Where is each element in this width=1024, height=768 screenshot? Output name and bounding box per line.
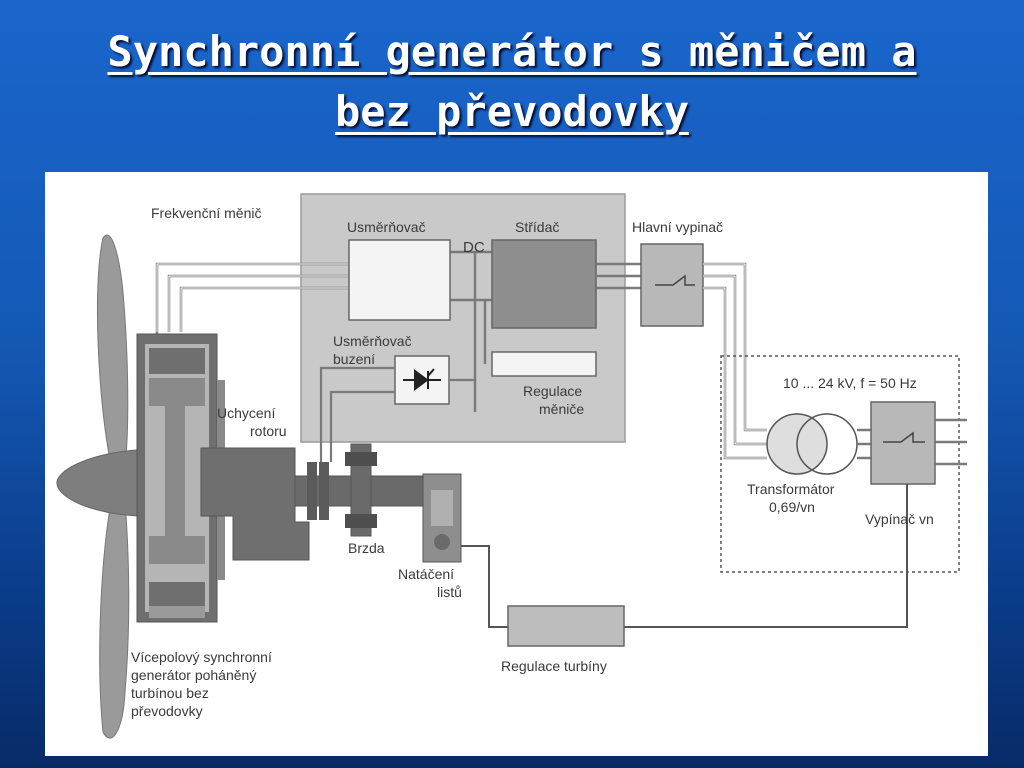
label-generator-3: turbínou bez	[131, 685, 209, 701]
slide-title	[0, 22, 1024, 142]
slip-ring-1	[307, 462, 317, 520]
brake-caliper-top	[345, 452, 377, 466]
label-dc: DC	[463, 239, 485, 256]
label-rotor-mount-2: rotoru	[250, 423, 287, 439]
label-transformer-1: Transformátor	[747, 481, 835, 497]
label-grid-spec: 10 ... 24 kV, f = 50 Hz	[783, 375, 917, 391]
label-pitch-control-1: Natáčení	[398, 566, 455, 582]
rotor-blade-upper	[97, 235, 127, 466]
label-excitation-rectifier-1: Usměrňovač	[333, 333, 412, 349]
converter-control-box	[492, 352, 596, 376]
inverter-box	[492, 240, 596, 328]
label-excitation-rectifier-2: buzení	[333, 351, 376, 367]
label-pitch-control-2: listů	[437, 584, 462, 600]
rotor-hub	[57, 450, 141, 516]
label-generator-4: převodovky	[131, 703, 203, 719]
label-rectifier: Usměrňovač	[347, 219, 426, 235]
label-inverter: Střídač	[515, 219, 560, 235]
slip-ring-2	[319, 462, 329, 520]
label-main-switch: Hlavní vypinač	[632, 219, 724, 235]
label-hv-switch: Vypínač vn	[865, 511, 934, 527]
label-converter-control-1: Regulace	[523, 383, 583, 399]
rectifier-box	[349, 240, 450, 320]
hv-output-wires	[935, 420, 967, 464]
title-line-2: bez převodovky	[334, 87, 689, 136]
label-rotor-mount-1: Uchycení	[217, 405, 276, 421]
label-brake: Brzda	[348, 540, 385, 556]
label-transformer-2: 0,69/vn	[769, 499, 815, 515]
hv-switch-box	[871, 402, 935, 484]
label-turbine-control: Regulace turbíny	[501, 658, 607, 674]
turbine-control-box	[508, 606, 624, 646]
label-frequency-converter: Frekvenční měnič	[151, 205, 262, 221]
rotor-blade-lower	[100, 502, 129, 738]
label-generator-1: Vícepolový synchronní	[131, 649, 272, 665]
brake-caliper-bottom	[345, 514, 377, 528]
diagram-panel	[45, 172, 988, 756]
label-generator-2: generátor poháněný	[131, 667, 257, 683]
hv-control-wire	[624, 484, 907, 627]
title-line-1: Synchronní generátor s měničem a	[107, 27, 917, 76]
wind-turbine-diagram	[45, 172, 988, 756]
label-converter-control-2: měniče	[539, 401, 585, 417]
